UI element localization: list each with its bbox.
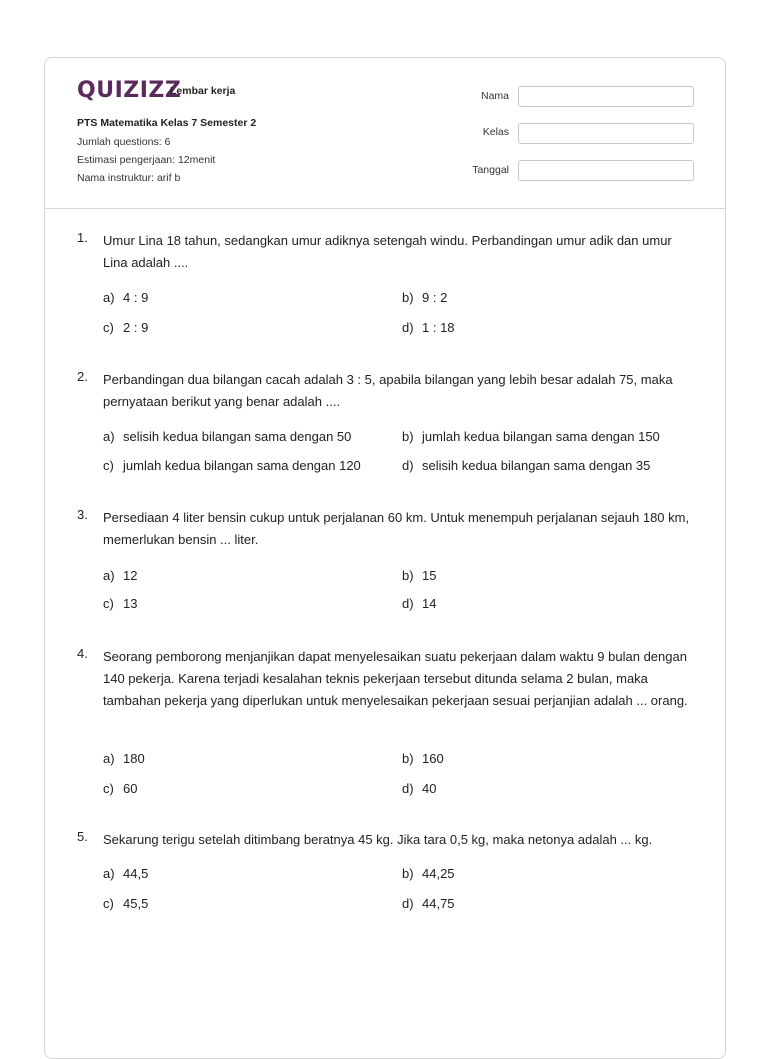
option-letter: c) bbox=[103, 596, 114, 611]
option-text: 40 bbox=[422, 781, 437, 796]
option-c bbox=[103, 458, 361, 473]
option-c bbox=[103, 596, 137, 611]
option-text: selisih kedua bilangan sama dengan 50 bbox=[123, 429, 352, 444]
question-number: 2. bbox=[77, 369, 88, 384]
question-number: 3. bbox=[77, 507, 88, 522]
sheet-label: Lembar kerja bbox=[170, 85, 236, 97]
option-b bbox=[402, 429, 660, 444]
option-text: 14 bbox=[422, 596, 437, 611]
option-text: 13 bbox=[123, 596, 138, 611]
option-text: 180 bbox=[123, 751, 145, 766]
option-letter: d) bbox=[402, 596, 414, 611]
option-text: 45,5 bbox=[123, 896, 149, 911]
option-a bbox=[103, 751, 145, 766]
option-text: 12 bbox=[123, 568, 138, 583]
option-letter: a) bbox=[103, 429, 115, 444]
name-field[interactable] bbox=[518, 86, 694, 107]
question-text: Perbandingan dua bilangan cacah adalah 3 : 5, apabila bilangan yang lebih besar adalah 75, maka pernyataan berikut yang benar adalah .... bbox=[103, 372, 673, 409]
worksheet-header bbox=[45, 58, 725, 209]
question-text: Persediaan 4 liter bensin cukup untuk perjalanan 60 km. Untuk menempuh perjalanan sejauh 180 km, memerlukan bensin ... liter. bbox=[103, 510, 690, 547]
option-letter: c) bbox=[103, 781, 114, 796]
option-text: 9 : 2 bbox=[422, 290, 448, 305]
date-label: Tanggal bbox=[472, 164, 509, 176]
option-letter: b) bbox=[402, 429, 414, 444]
option-letter: c) bbox=[103, 320, 114, 335]
quiz-title: PTS Matematika Kelas 7 Semester 2 bbox=[77, 117, 257, 129]
option-c bbox=[103, 896, 148, 911]
option-d bbox=[402, 596, 436, 611]
option-letter: d) bbox=[402, 320, 414, 335]
option-text: 1 : 18 bbox=[422, 320, 455, 335]
option-b bbox=[402, 866, 455, 881]
option-text: 2 : 9 bbox=[123, 320, 149, 335]
option-letter: b) bbox=[402, 751, 414, 766]
estimated-time: Estimasi pengerjaan: 12menit bbox=[77, 154, 216, 166]
question-number: 4. bbox=[77, 646, 88, 661]
worksheet bbox=[44, 57, 726, 1059]
option-b bbox=[402, 751, 444, 766]
option-text: jumlah kedua bilangan sama dengan 150 bbox=[422, 429, 660, 444]
option-a bbox=[103, 429, 351, 444]
option-b bbox=[402, 568, 436, 583]
question-number: 1. bbox=[77, 230, 88, 245]
quizizz-logo: QUIZIZZ bbox=[77, 78, 182, 103]
option-text: 44,25 bbox=[422, 866, 455, 881]
class-field[interactable] bbox=[518, 123, 694, 144]
option-b bbox=[402, 290, 447, 305]
option-d bbox=[402, 458, 650, 473]
option-c bbox=[103, 320, 148, 335]
option-d bbox=[402, 320, 455, 335]
class-label: Kelas bbox=[482, 126, 509, 138]
instructor-name: Nama instruktur: arif b bbox=[77, 172, 181, 184]
option-letter: b) bbox=[402, 290, 414, 305]
option-text: 160 bbox=[422, 751, 444, 766]
option-a bbox=[103, 568, 137, 583]
name-label: Nama bbox=[480, 90, 509, 102]
option-letter: c) bbox=[103, 896, 114, 911]
option-letter: a) bbox=[103, 290, 115, 305]
option-letter: b) bbox=[402, 568, 414, 583]
question-text: Seorang pemborong menjanjikan dapat menyelesaikan suatu pekerjaan dalam waktu 9 bulan dengan 140 pekerja. Karena terjadi kesalahan teknis pekerjaan tersebut ditunda selama 2 bulan, maka tambahan pekerja yang diperlukan untuk menyelesaikan pekerjaan sesuai perjanjian adalah ... orang. bbox=[103, 649, 688, 708]
option-text: 4 : 9 bbox=[123, 290, 149, 305]
option-letter: d) bbox=[402, 781, 414, 796]
option-c bbox=[103, 781, 137, 796]
option-a bbox=[103, 866, 148, 881]
question-number: 5. bbox=[77, 829, 88, 844]
question-text: Umur Lina 18 tahun, sedangkan umur adiknya setengah windu. Perbandingan umur adik dan umur Lina adalah .... bbox=[103, 233, 672, 270]
option-text: 60 bbox=[123, 781, 138, 796]
option-text: jumlah kedua bilangan sama dengan 120 bbox=[123, 458, 361, 473]
option-text: 44,5 bbox=[123, 866, 149, 881]
option-letter: a) bbox=[103, 751, 115, 766]
option-a bbox=[103, 290, 148, 305]
date-field[interactable] bbox=[518, 160, 694, 181]
option-d bbox=[402, 896, 455, 911]
option-text: selisih kedua bilangan sama dengan 35 bbox=[422, 458, 651, 473]
option-letter: b) bbox=[402, 866, 414, 881]
option-letter: c) bbox=[103, 458, 114, 473]
option-d bbox=[402, 781, 436, 796]
question-text: Sekarung terigu setelah ditimbang beratnya 45 kg. Jika tara 0,5 kg, maka netonya adalah ... kg. bbox=[103, 832, 653, 847]
option-text: 44,75 bbox=[422, 896, 455, 911]
option-letter: a) bbox=[103, 568, 115, 583]
option-letter: a) bbox=[103, 866, 115, 881]
option-text: 15 bbox=[422, 568, 437, 583]
option-letter: d) bbox=[402, 458, 414, 473]
option-letter: d) bbox=[402, 896, 414, 911]
question-count: Jumlah questions: 6 bbox=[77, 136, 171, 148]
